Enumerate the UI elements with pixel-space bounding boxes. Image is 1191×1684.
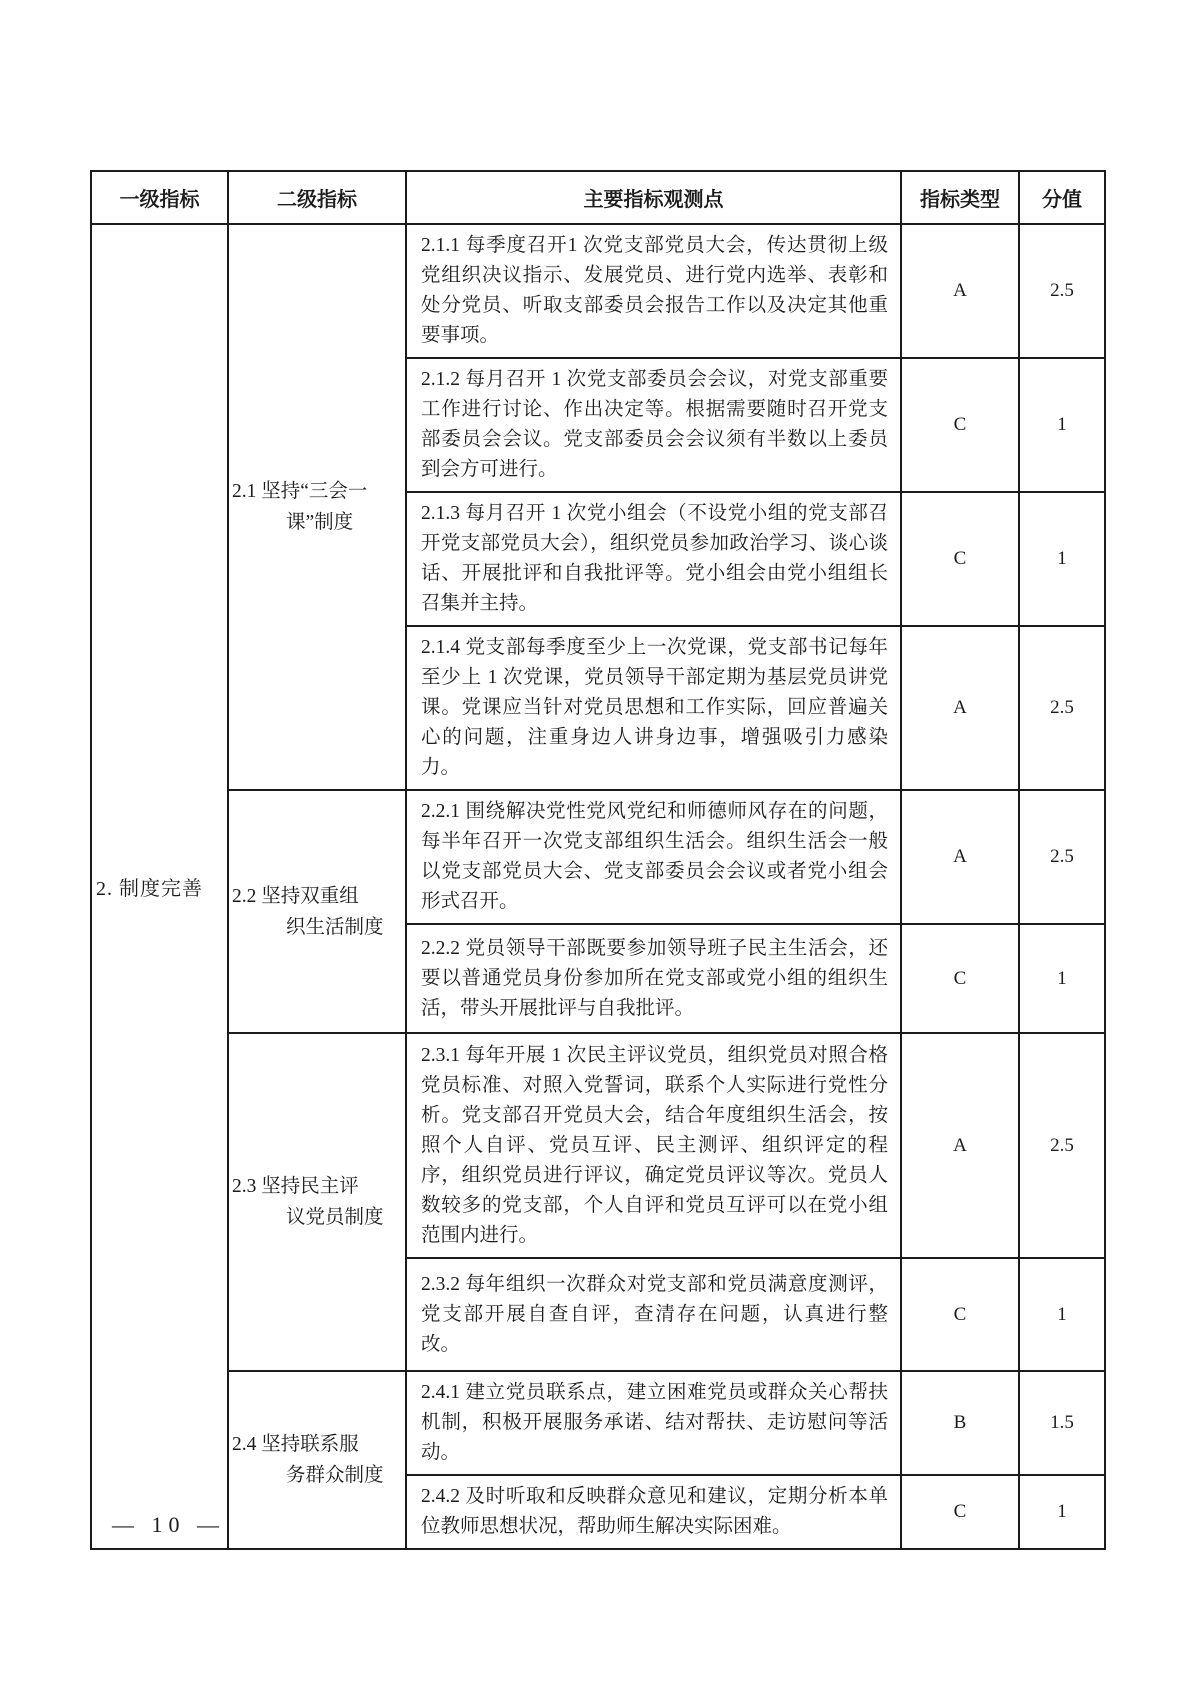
level2-cell-2-2: [228, 790, 406, 1033]
observation-cell: 2.4.2 及时听取和反映群众意见和建议，定期分析本单位教师思想状况，帮助师生解决实际困难。: [406, 1475, 901, 1549]
type-cell: C: [901, 492, 1019, 626]
header-level2: 二级指标: [228, 171, 406, 224]
score-cell: 2.5: [1019, 224, 1105, 358]
level2-label-line: 织生活制度: [286, 916, 384, 938]
observation-cell: 2.3.2 每年组织一次群众对党支部和党员满意度测评，党支部开展自查自评，查清存在问题，认真进行整改。: [406, 1258, 901, 1371]
type-cell: B: [901, 1371, 1019, 1475]
table-row: [91, 224, 1105, 358]
table-header-row: [91, 171, 1105, 224]
score-cell: 2.5: [1019, 790, 1105, 924]
level2-cell-2-4: [228, 1371, 406, 1549]
level2-label-line: 务群众制度: [286, 1465, 384, 1486]
type-cell: C: [901, 1258, 1019, 1371]
observation-cell: 2.3.1 每年开展 1 次民主评议党员，组织党员对照合格党员标准、对照入党誓词，联系个人实际进行党性分析。党支部召开党员大会，结合年度组织生活会，按照个人自评、党员互评、民主测评、组织评定的程序，组织党员进行评议，确定党员评议等次。党员人数较多的党支部，个人自评和党员互评可以在党小组范围内进行。: [406, 1033, 901, 1258]
observation-cell: 2.1.1 每季度召开1 次党支部党员大会，传达贯彻上级党组织决议指示、发展党员、进行党内选举、表彰和处分党员、听取支部委员会报告工作以及决定其他重要事项。: [406, 224, 901, 358]
score-cell: 1: [1019, 492, 1105, 626]
score-cell: 1.5: [1019, 1371, 1105, 1475]
header-level1: 一级指标: [91, 171, 228, 224]
level2-label-line: 课”制度: [286, 512, 354, 533]
level2-label-line: 议党员制度: [286, 1207, 384, 1228]
score-cell: 1: [1019, 1258, 1105, 1371]
score-cell: 1: [1019, 1475, 1105, 1549]
type-cell: A: [901, 790, 1019, 924]
type-cell: A: [901, 224, 1019, 358]
level2-label-line: 2.2 坚持双重组: [232, 885, 359, 907]
observation-cell: 2.1.4 党支部每季度至少上一次党课，党支部书记每年至少上 1 次党课，党员领导干部定期为基层党员讲党课。党课应当针对党员思想和工作实际，回应普遍关心的问题，注重身边人讲身边事，增强吸引力感染力。: [406, 626, 901, 790]
level2-label-line: 2.3 坚持民主评: [232, 1176, 359, 1197]
table-row: [91, 1033, 1105, 1258]
type-cell: C: [901, 358, 1019, 492]
table-row: [91, 1371, 1105, 1475]
observation-cell: 2.1.2 每月召开 1 次党支部委员会会议，对党支部重要工作进行讨论、作出决定等。根据需要随时召开党支部委员会会议。党支部委员会会议须有半数以上委员到会方可进行。: [406, 358, 901, 492]
type-cell: A: [901, 626, 1019, 790]
level2-cell-2-1: [228, 224, 406, 790]
level2-cell-2-3: [228, 1033, 406, 1371]
observation-cell: 2.2.2 党员领导干部既要参加领导班子民主生活会，还要以普通党员身份参加所在党支部或党小组的组织生活，带头开展批评与自我批评。: [406, 924, 901, 1033]
score-cell: 1: [1019, 924, 1105, 1033]
indicator-table: [90, 170, 1106, 1550]
page-number: — 10 —: [112, 1512, 225, 1537]
header-type: 指标类型: [901, 171, 1019, 224]
score-cell: 2.5: [1019, 1033, 1105, 1258]
type-cell: C: [901, 1475, 1019, 1549]
score-cell: 1: [1019, 358, 1105, 492]
observation-cell: 2.2.1 围绕解决党性党风党纪和师德师风存在的问题，每半年召开一次党支部组织生活会。组织生活会一般以党支部党员大会、党支部委员会会议或者党小组会形式召开。: [406, 790, 901, 924]
header-observation: 主要指标观测点: [406, 171, 901, 224]
level2-label-line: 2.4 坚持联系服: [232, 1434, 359, 1455]
type-cell: A: [901, 1033, 1019, 1258]
observation-cell: 2.4.1 建立党员联系点，建立困难党员或群众关心帮扶机制，积极开展服务承诺、结对帮扶、走访慰问等活动。: [406, 1371, 901, 1475]
level2-label-line: 2.1 坚持“三会一: [232, 481, 368, 502]
table-row: [91, 790, 1105, 924]
score-cell: 2.5: [1019, 626, 1105, 790]
observation-cell: 2.1.3 每月召开 1 次党小组会（不设党小组的党支部召开党支部党员大会），组织党员参加政治学习、谈心谈话、开展批评和自我批评等。党小组会由党小组组长召集并主持。: [406, 492, 901, 626]
level1-cell: 2. 制度完善: [91, 224, 228, 1549]
header-score: 分值: [1019, 171, 1105, 224]
type-cell: C: [901, 924, 1019, 1033]
